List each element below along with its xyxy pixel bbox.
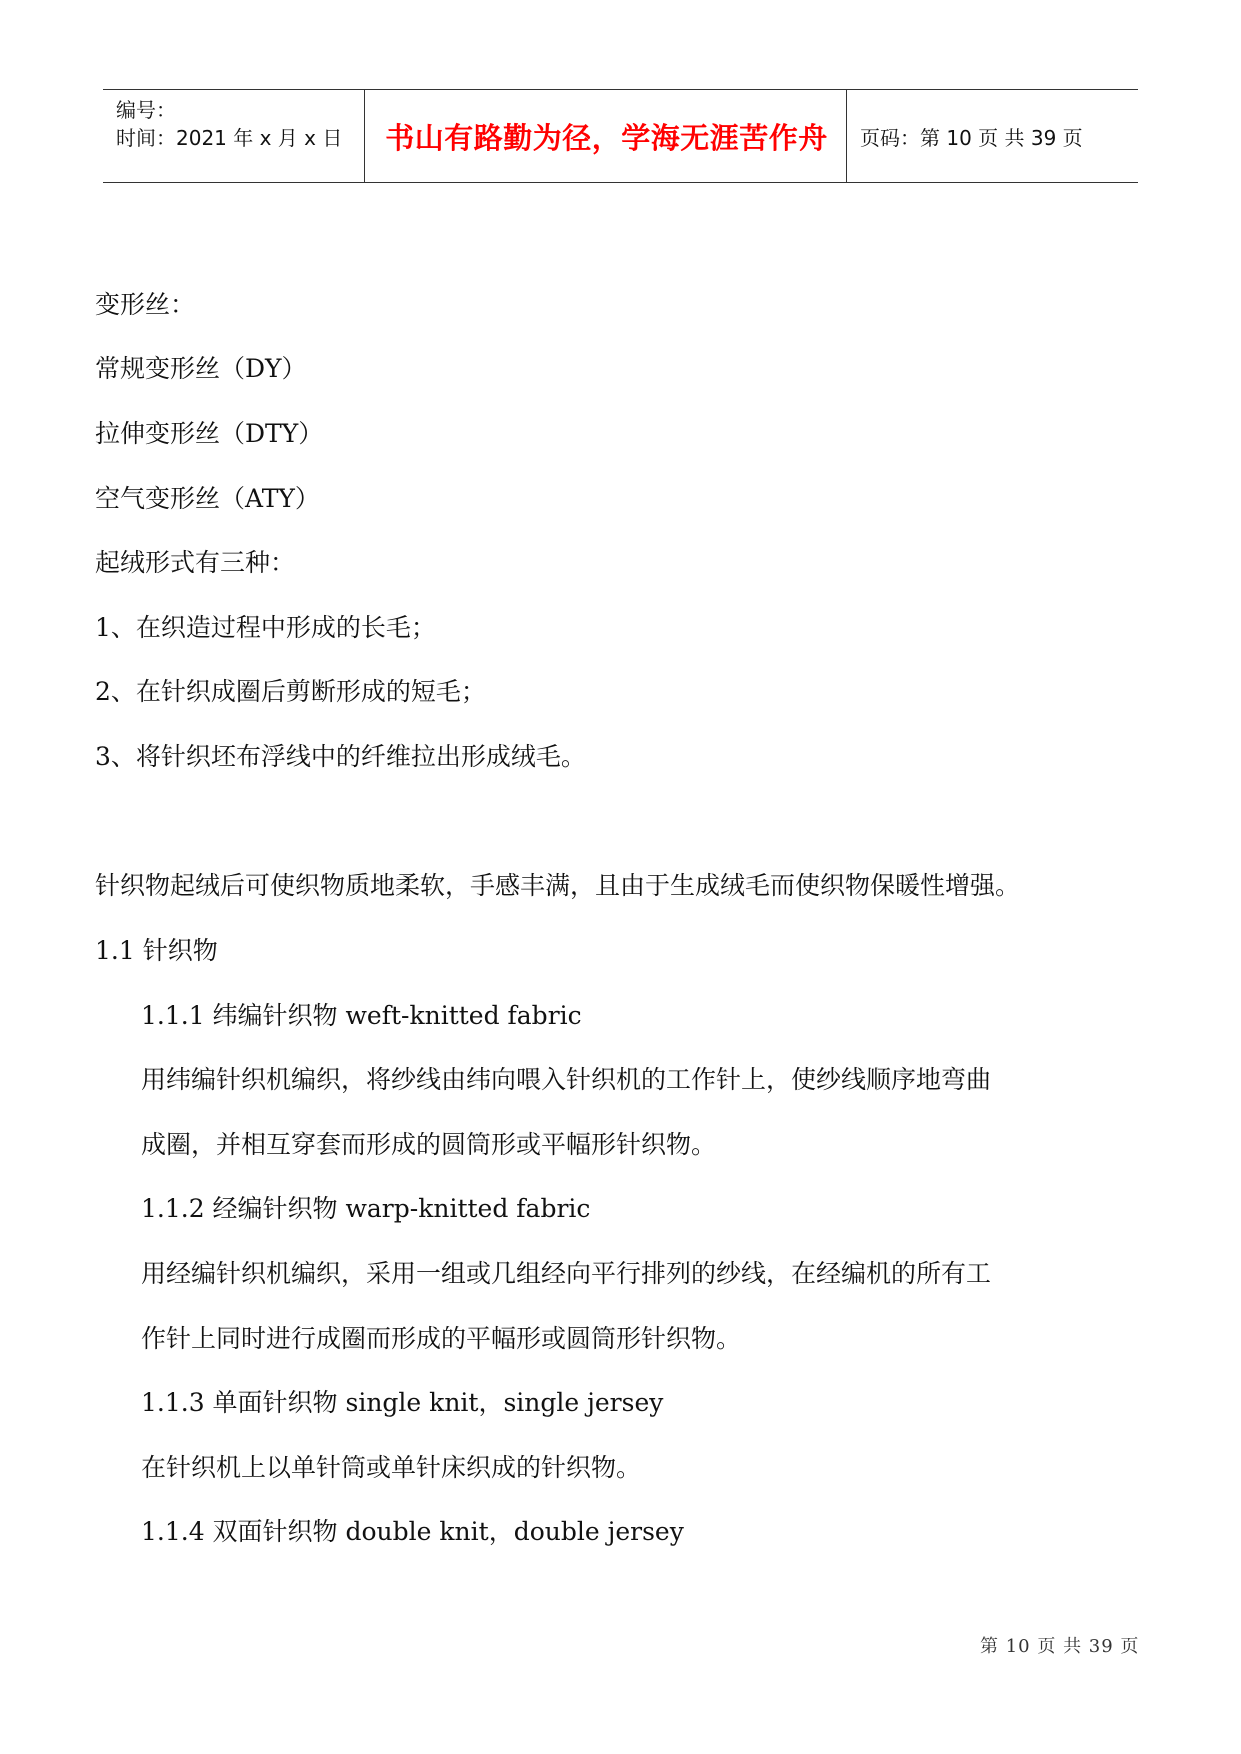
body-paragraph: 成圈，并相互穿套而形成的圆筒形或平幅形针织物。: [141, 1130, 717, 1159]
subsection-heading: 1.1.1 纬编针织物 weft-knitted fabric: [141, 1001, 582, 1030]
list-item: 2、在针织成圈后剪断形成的短毛；: [95, 677, 486, 706]
header-number-label: 编号：: [116, 98, 176, 122]
list-item: 3、将针织坯布浮线中的纤维拉出形成绒毛。: [95, 742, 586, 771]
body-paragraph: 用纬编针织机编织，将纱线由纬向喂入针织机的工作针上，使纱线顺序地弯曲: [141, 1065, 992, 1094]
subsection-heading: 1.1.4 双面针织物 double knit，double jersey: [141, 1517, 684, 1546]
header-divider-right: [846, 90, 847, 182]
body-paragraph: 针织物起绒后可使织物质地柔软，手感丰满，且由于生成绒毛而使织物保暖性增强。: [95, 871, 1021, 900]
page-footer: 第 10 页 共 39 页: [980, 1636, 1140, 1657]
body-line: 拉伸变形丝（DTY）: [95, 419, 324, 448]
header-meta: [116, 96, 342, 152]
header-divider-left: [364, 90, 365, 182]
section-heading: 1.1 针织物: [95, 936, 218, 965]
body-paragraph: 在针织机上以单针筒或单针床织成的针织物。: [141, 1453, 642, 1482]
body-paragraph: 用经编针织机编织，采用一组或几组经向平行排列的纱线，在经编机的所有工: [141, 1259, 992, 1288]
document-header: [103, 89, 1138, 183]
header-motto: 书山有路勤为径，学海无涯苦作舟: [385, 120, 828, 155]
body-paragraph: 作针上同时进行成圈而形成的平幅形或圆筒形针织物。: [141, 1324, 742, 1353]
body-line: 变形丝：: [95, 290, 196, 319]
header-page-info: 页码：第 10 页 共 39 页: [860, 125, 1083, 150]
body-line: 空气变形丝（ATY）: [95, 484, 320, 513]
subsection-heading: 1.1.2 经编针织物 warp-knitted fabric: [141, 1194, 591, 1223]
body-line: 常规变形丝（DY）: [95, 354, 307, 383]
list-item: 1、在织造过程中形成的长毛；: [95, 613, 436, 642]
subsection-heading: 1.1.3 单面针织物 single knit，single jersey: [141, 1388, 664, 1417]
body-line: 起绒形式有三种：: [95, 548, 296, 577]
header-time-label: 时间：2021 年 x 月 x 日: [116, 126, 343, 150]
